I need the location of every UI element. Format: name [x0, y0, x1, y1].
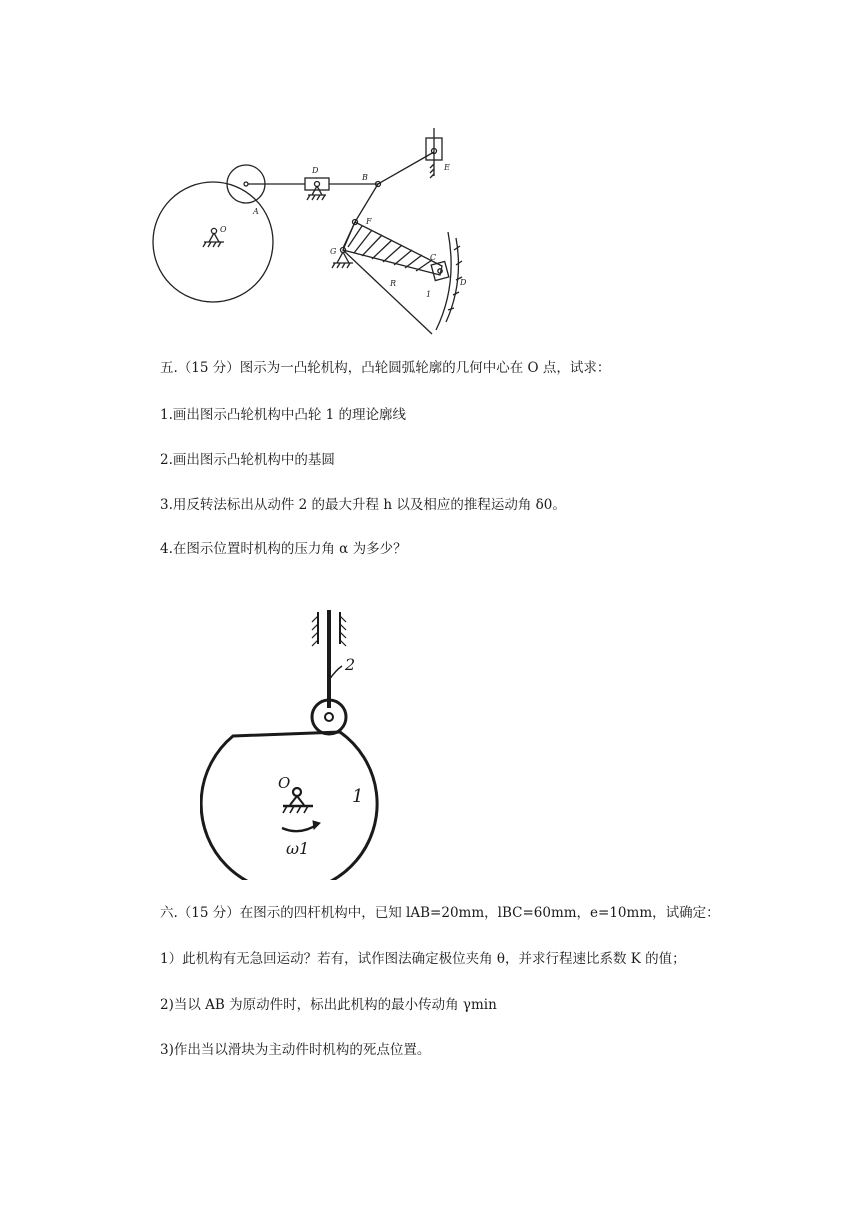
question6-title: 六.（15 分）在图示的四杆机构中，已知 lAB=20mm，lBC=60mm，e=10mm，试确定：: [160, 905, 720, 921]
cam-figure-2: [200, 600, 380, 880]
question5-item-3: 3.用反转法标出从动件 2 的最大升程 h 以及相应的推程运动角 δ0。: [160, 497, 566, 513]
question5-title: 五.（15 分）图示为一凸轮机构，凸轮圆弧轮廓的几何中心在 O 点，试求：: [160, 360, 611, 376]
label-o: O: [220, 225, 227, 234]
question6-item-3: 3)作出当以滑块为主动件时机构的死点位置。: [160, 1042, 431, 1058]
label-d: D: [312, 166, 319, 175]
question5-item-1: 1.画出图示凸轮机构中凸轮 1 的理论廓线: [160, 407, 407, 423]
omega-label: ω1: [286, 839, 310, 858]
label-e: E: [444, 163, 450, 172]
follower-label-2: 2: [345, 655, 356, 674]
label-g: G: [330, 247, 337, 256]
label-r: R: [390, 279, 397, 288]
label-a: A: [253, 207, 259, 216]
label-b: B: [362, 173, 368, 182]
question5-item-2: 2.画出图示凸轮机构中的基圆: [160, 452, 335, 468]
mechanism-figure-1: [140, 120, 480, 342]
question5-item-4: 4.在图示位置时机构的压力角 α 为多少？: [160, 541, 407, 557]
question6-item-1: 1）此机构有无急回运动？若有，试作图法确定极位夹角 θ，并求行程速比系数 K 的值；: [160, 951, 686, 967]
label-1: 1: [426, 290, 432, 299]
label-c: C: [430, 253, 437, 262]
cam-label-1: 1: [352, 786, 364, 807]
cam-center-label-o: O: [278, 774, 291, 792]
label-d-arc: D: [460, 278, 467, 287]
question6-item-2: 2)当以 AB 为原动件时，标出此机构的最小传动角 γmin: [160, 997, 497, 1013]
label-f: F: [366, 217, 372, 226]
